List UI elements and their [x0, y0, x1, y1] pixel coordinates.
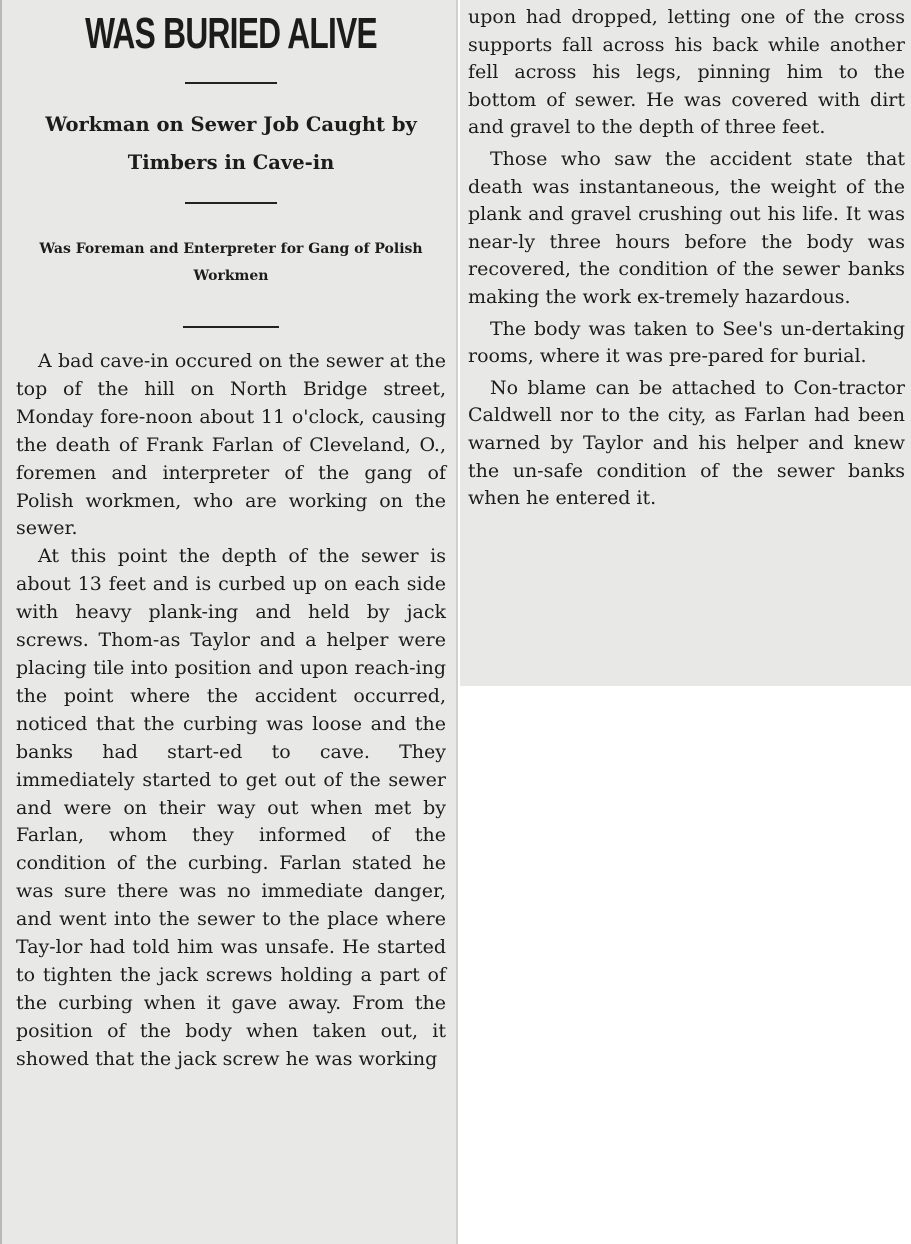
- divider-rule: [183, 326, 279, 328]
- subheadline: Workman on Sewer Job Caught by Timbers in Cave-in: [45, 113, 417, 174]
- divider-rule: [185, 202, 277, 204]
- headline: WAS BURIED ALIVE: [85, 9, 377, 58]
- article-column-right: [460, 0, 911, 686]
- deck: Was Foreman and Enterpreter for Gang of Polish Workmen: [39, 241, 423, 284]
- article-paragraph: At this point the depth of the sewer is about 13 feet and is curbed up on each side with heavy plank-ing and held by jack screws. Thom-as Taylor and a helper were placing tile into position and upon reach-ing the point where the accident occurred, noticed that the curbing was loose and the banks had start-ed to cave. They immediately started to get out of the sewer and were on their way out when met by Farlan, whom they informed of the condition of the curbing. Farlan stated he was sure there was no immediate danger, and went into the sewer to the place where Tay-lor had told him was unsafe. He started to tighten the jack screws holding a part of the curbing when it gave away. From the position of the body when taken out, it showed that the jack screw he was working: [16, 545, 446, 1070]
- article-paragraph: The body was taken to See's un-dertaking rooms, where it was pre-pared for burial.: [468, 317, 905, 368]
- article-paragraph: No blame can be attached to Con-tractor Caldwell nor to the city, as Farlan had been warned by Taylor and his helper and knew the un-safe condition of the sewer banks when he entered it.: [468, 376, 905, 510]
- article-paragraph: A bad cave-in occured on the sewer at the top of the hill on North Bridge street, Monday fore-noon about 11 o'clock, causing the death of Frank Farlan of Cleveland, O., foremen and interpreter of the gang of Polish workmen, who are working on the sewer.: [16, 350, 446, 540]
- article-paragraph: Those who saw the accident state that death was instantaneous, the weight of the plank and gravel crushing out his life. It was near-ly three hours before the body was recovered, the condition of the sewer banks making the work ex-tremely hazardous.: [468, 147, 905, 308]
- divider-rule: [185, 82, 277, 84]
- article-paragraph-continued: upon had dropped, letting one of the cross supports fall across his back while another fell across his legs, pinning him to the bottom of sewer. He was covered with dirt and gravel to the depth of three feet.: [468, 6, 905, 139]
